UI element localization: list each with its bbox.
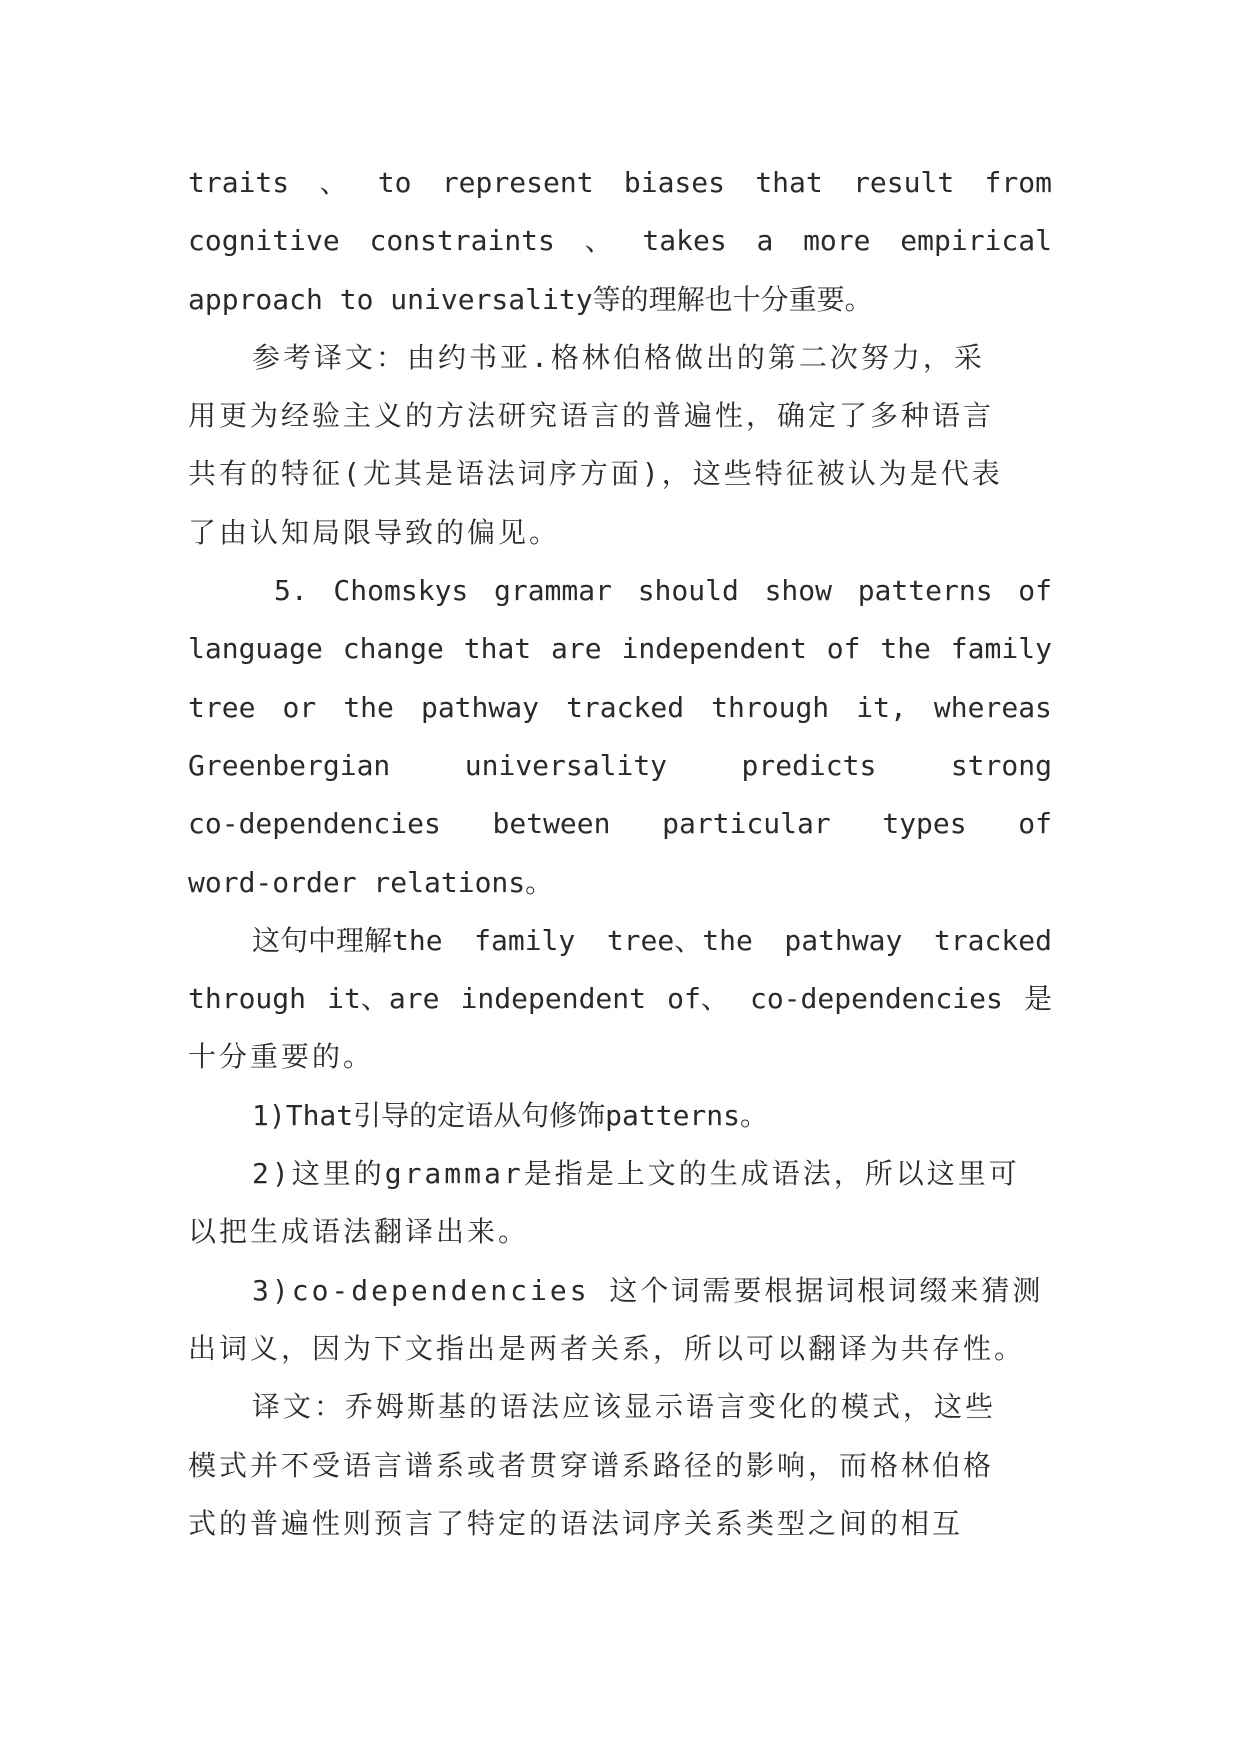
word: of — [1018, 807, 1052, 841]
word: takes — [642, 224, 727, 258]
text-line: 2)这里的grammar是指是上文的生成语法，所以这里可 — [252, 1157, 1020, 1191]
word: from — [984, 166, 1052, 199]
justified-line — [188, 154, 1052, 212]
word: that — [463, 632, 532, 666]
text-line: 式的普遍性则预言了特定的语法词序关系类型之间的相互 — [188, 1506, 964, 1540]
word: are — [551, 632, 602, 666]
text-line: 了由认知局限导致的偏见。 — [188, 515, 561, 549]
paragraph-key-phrases — [188, 912, 1052, 1087]
word: pathway — [784, 923, 903, 957]
text-line: approach to universality等的理解也十分重要。 — [188, 282, 873, 316]
word: it、are — [327, 982, 440, 1016]
word: traits — [188, 166, 290, 199]
word: independent — [460, 982, 646, 1016]
word: result — [853, 166, 955, 199]
text-line: 1)That引导的定语从句修饰patterns。 — [252, 1098, 769, 1132]
word: family — [474, 923, 576, 957]
word: universality — [464, 748, 668, 782]
word: of — [826, 632, 861, 666]
word: tracked — [566, 690, 685, 724]
justified-line — [188, 970, 1052, 1028]
justified-line — [188, 562, 1052, 620]
word: tree — [188, 690, 256, 724]
justified-line — [188, 620, 1052, 678]
word: 是 — [1023, 982, 1052, 1016]
text-line: 参考译文：由约书亚.格林伯格做出的第二次努力，采 — [252, 340, 985, 374]
word: 、 — [319, 166, 348, 199]
paragraph-reference-translation — [188, 329, 1052, 562]
word: constraints — [369, 224, 555, 258]
word: through — [711, 690, 830, 724]
word: grammar — [493, 574, 612, 608]
document-body — [188, 154, 1052, 1553]
word: 5. — [274, 574, 308, 608]
text-line: 模式并不受语言谱系或者贯穿谱系路径的影响，而格林伯格 — [188, 1448, 995, 1482]
word: types — [882, 807, 967, 841]
word: change — [342, 632, 444, 666]
word: to — [377, 166, 412, 199]
word: family — [950, 632, 1052, 666]
word: the — [343, 690, 394, 724]
text-line: 出词义，因为下文指出是两者关系，所以可以翻译为共存性。 — [188, 1331, 1026, 1365]
word: more — [803, 224, 871, 258]
word: should — [637, 574, 739, 608]
word: patterns — [857, 574, 993, 608]
text-line: word-order relations。 — [188, 865, 554, 899]
word: language — [188, 632, 323, 666]
word: independent — [621, 632, 807, 666]
word: it, — [856, 690, 907, 724]
word: that — [755, 166, 823, 199]
word: Chomskys — [333, 574, 469, 608]
word: particular — [662, 807, 831, 841]
word: 、 — [584, 224, 613, 258]
word: strong — [950, 748, 1052, 782]
paragraph-note-3 — [188, 1262, 1052, 1379]
word: represent — [441, 166, 594, 199]
word: empirical — [900, 224, 1052, 258]
word: pathway — [420, 690, 539, 724]
word: biases — [623, 166, 726, 199]
word: whereas — [933, 690, 1052, 724]
word: cognitive — [188, 224, 340, 258]
paragraph-item-5 — [188, 562, 1052, 912]
paragraph-note-2 — [188, 1145, 1052, 1262]
paragraph-translation — [188, 1378, 1052, 1553]
word: or — [282, 690, 317, 724]
text-line: 以把生成语法翻译出来。 — [188, 1215, 530, 1249]
word: of — [1018, 574, 1052, 608]
word: between — [492, 807, 611, 841]
justified-line — [188, 679, 1052, 737]
text-line: 3)co-dependencies 这个词需要根据词根词缀来猜测 — [252, 1273, 1044, 1307]
text-line: 译文：乔姆斯基的语法应该显示语言变化的模式，这些 — [252, 1390, 997, 1424]
justified-line — [188, 912, 1052, 970]
paragraph-note-1 — [188, 1087, 1052, 1145]
word: through — [188, 982, 307, 1016]
paragraph-english-traits — [188, 154, 1052, 329]
text-line: 十分重要的。 — [188, 1040, 375, 1074]
word: show — [764, 574, 832, 608]
word: tree、the — [606, 923, 753, 957]
justified-line — [188, 212, 1052, 270]
text-line: 共有的特征(尤其是语法词序方面)，这些特征被认为是代表 — [188, 457, 1003, 491]
word: tracked — [933, 923, 1052, 957]
word: a — [756, 224, 774, 258]
word: co-dependencies — [749, 982, 1003, 1016]
word: 这句中理解the — [252, 923, 443, 957]
word: predicts — [741, 748, 877, 782]
justified-line — [188, 795, 1052, 853]
word: co-dependencies — [188, 807, 441, 841]
justified-line — [188, 737, 1052, 795]
text-line: 用更为经验主义的方法研究语言的普遍性，确定了多种语言 — [188, 399, 995, 433]
word: of、 — [667, 982, 729, 1016]
word: the — [880, 632, 931, 666]
word: Greenbergian — [188, 748, 391, 782]
